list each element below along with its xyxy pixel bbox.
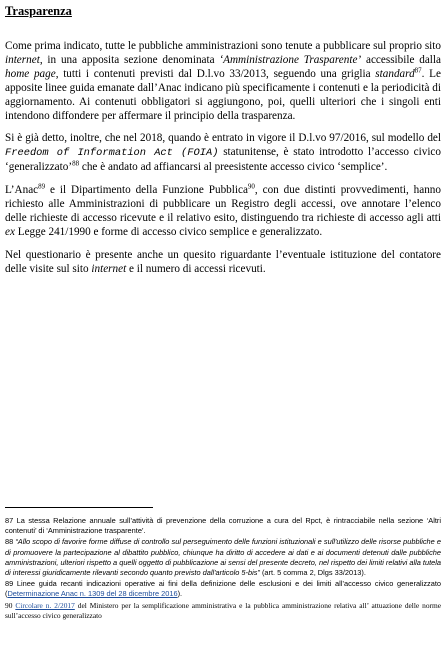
- document-page: [5, 0, 442, 653]
- p1-italic-internet: internet: [5, 53, 40, 66]
- p1-text-e: accessibile dalla: [361, 53, 441, 66]
- footnote-88-number: 88: [5, 537, 16, 547]
- footnote-89-link[interactable]: Determinazione Anac n. 1309 del 28 dicembre 2016: [7, 589, 178, 599]
- paragraph-1: [5, 40, 441, 123]
- p2-text-c: statunitense, è stato introdotto l’accesso civico ‘generalizzato’: [5, 146, 441, 174]
- footnote-88-source: (art. 5 comma 2, Dlgs 33/2013).: [259, 568, 366, 578]
- footnotes: [5, 516, 441, 622]
- footnote-ref-89[interactable]: 89: [38, 182, 46, 191]
- p4-text-c: e il numero di accessi ricevuti.: [126, 262, 266, 275]
- paragraph-3: [5, 184, 441, 240]
- footnote-89-text: 89 Linee guida recanti indicazioni operative ai fini della definizione delle esclusioni e dei limiti all’accesso civico generalizzato (: [5, 579, 441, 599]
- p2-text-d: che è andato ad affiancarsi al preesistente accesso civico ‘semplice’.: [79, 161, 388, 174]
- p1-text-g: , tutti i contenuti previsti dal D.l.vo 33/2013, seguendo una griglia: [55, 67, 376, 80]
- p1-italic-standard: standard: [375, 67, 415, 80]
- section-heading: Trasparenza: [5, 4, 72, 18]
- footnote-separator: [5, 507, 153, 508]
- p1-text-c: , in una apposita sezione denominata: [39, 53, 220, 66]
- p2-italic-foia: Freedom of Information Act (FOIA): [5, 147, 219, 160]
- footnote-87: 87 La stessa Relazione annuale sull’attività di prevenzione della corruzione a cura del Rpct, è rintracciabile nella sezione ‘Altri contenuti’ di ‘Amministrazione trasparente’.: [5, 516, 441, 536]
- body-text: [5, 40, 441, 277]
- p1-text-a: Come prima indicato, tutte le pubbliche amministrazioni sono tenute a pubblicare sul proprio sito: [5, 40, 441, 52]
- p3-text-c: , con due distinti provvedimenti, hanno richiesto alle Amministrazioni di pubblicare un Registro degli accessi, ove annotare l’elenco delle richieste di accesso ricevute e il relativo esito, distinguendo tra richieste di accesso agli atti: [5, 184, 441, 224]
- footnote-90: [5, 601, 441, 621]
- p1-italic-home-page: home page: [5, 67, 56, 80]
- footnote-ref-88[interactable]: 88: [72, 159, 80, 168]
- p1-italic-amministrazione: ‘Amministrazione Trasparente’: [219, 53, 362, 66]
- footnote-90-text: del Ministero per la semplificazione amministrativa e la pubblica amministrazione relativa all’ attuazione delle norme sull’accesso civico generalizzato: [5, 600, 442, 620]
- footnote-88-quote: “Allo scopo di favorire forme diffuse di controllo sul perseguimento delle funzioni istituzionali e sull'utilizzo delle risorse pubbliche e di promuovere la partecipazione al dibattito pubblico, chiunque ha diritto di accedere ai dati e ai documenti detenuti dalle pubbliche amministrazioni, ulteriori rispetto a quelli oggetto di pubblicazione ai sensi del presente decreto, nel rispetto dei limiti relativi alla tutela di interessi giuridicamente rilevanti secondo quanto previsto dall'articolo 5-bis”: [5, 537, 441, 578]
- footnote-89: [5, 579, 441, 599]
- footnote-ref-90[interactable]: 90: [247, 182, 255, 191]
- p3-text-a: L’Anac: [5, 184, 39, 197]
- footnote-90-link[interactable]: Circolare n. 2/2017: [15, 600, 75, 610]
- footnote-88: [5, 537, 441, 578]
- footnote-ref-87[interactable]: 87: [414, 66, 422, 75]
- p4-italic-internet: internet: [91, 262, 127, 275]
- p4-text-a: Nel questionario è presente anche un quesito riguardante l’eventuale istituzione del contatore delle visite sul sito: [5, 248, 441, 275]
- paragraph-4: [5, 249, 441, 277]
- p3-text-b: e il Dipartimento della Funzione Pubblica: [45, 184, 248, 197]
- p3-text-e: Legge 241/1990 e forme di accesso civico semplice e generalizzato.: [14, 225, 323, 238]
- p3-italic-ex: ex: [5, 225, 15, 238]
- p2-text-a: Si è già detto, inoltre, che nel 2018, quando è entrato in vigore il D.l.vo 97/2016, sul modello del: [5, 132, 441, 145]
- p1-text-i: . Le apposite linee guida emanate dall’Anac indicano più specificamente i contenuti e la periodicità di aggiornamento. Ai contenuti obbligatori si aggiungono, poi, quelli ulteriori che i singoli enti intendono diffondere per affermare il principio della trasparenza.: [5, 67, 441, 122]
- paragraph-2: [5, 132, 441, 175]
- footnote-89-close: ).: [177, 589, 183, 599]
- footnote-90-number: 90: [5, 600, 16, 610]
